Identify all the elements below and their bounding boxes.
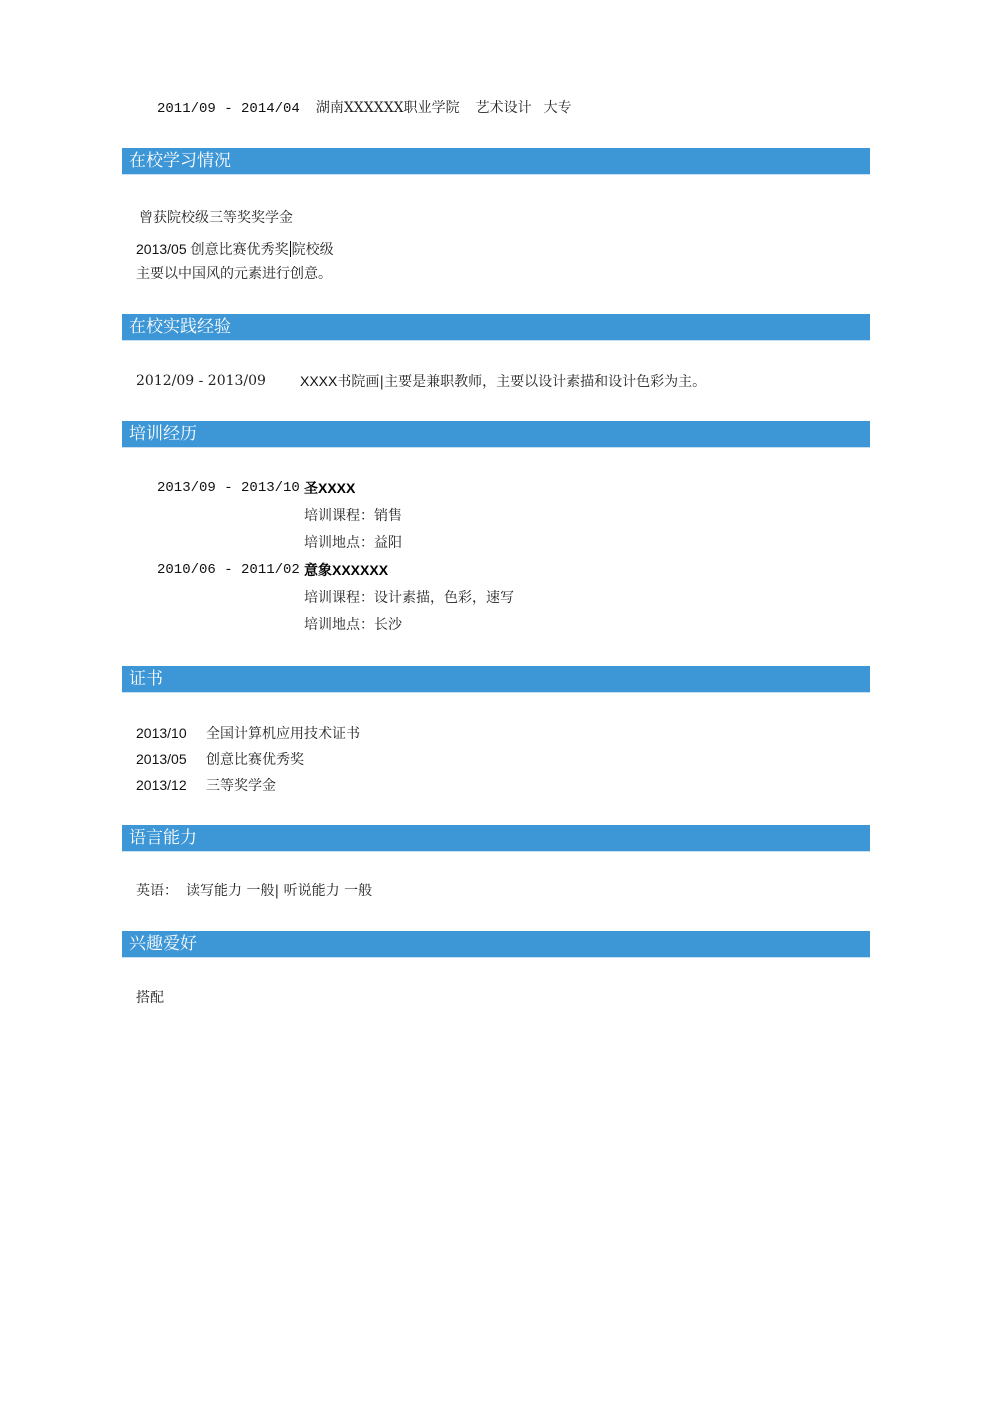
certificate-date: 2013/05 [136, 751, 187, 767]
section-language-title: 语言能力 [129, 828, 197, 848]
training-2-course: 培训课程：设计素描，色彩，速写 [304, 590, 514, 606]
practice-row [136, 372, 266, 390]
study-award-name: 创意比赛优秀奖 [190, 242, 289, 258]
training-1-place: 培训地点：益阳 [304, 535, 402, 551]
text-cursor [290, 241, 291, 257]
section-hobbies-title: 兴趣爱好 [129, 934, 197, 954]
study-award-date: 2013/05 [136, 241, 187, 257]
section-practice-title: 在校实践经验 [129, 317, 231, 337]
section-training-title: 培训经历 [129, 424, 197, 444]
certificate-row [136, 776, 276, 795]
training-1-course: 培训课程：销售 [304, 508, 402, 524]
education-period: 2011/09 - 2014/04 [157, 101, 300, 117]
section-study-header [122, 148, 870, 175]
certificate-row [136, 750, 304, 769]
section-hobbies-header [122, 931, 870, 958]
certificate-name: 全国计算机应用技术证书 [206, 726, 360, 742]
certificate-date: 2013/12 [136, 777, 187, 793]
certificate-date: 2013/10 [136, 725, 187, 741]
training-2-period: 2010/06 - 2011/02 [157, 562, 300, 578]
training-2-place: 培训地点：长沙 [304, 617, 402, 633]
education-major: 艺术设计 [475, 100, 532, 116]
section-certificates-title: 证书 [129, 669, 163, 689]
certificate-name: 创意比赛优秀奖 [206, 752, 304, 768]
section-training-header [122, 421, 870, 448]
practice-detail [300, 372, 706, 391]
education-degree: 大专 [543, 100, 572, 116]
study-award-level: 院校级 [291, 242, 334, 258]
section-practice-header [122, 314, 870, 341]
language-label: 英语： [136, 883, 178, 899]
section-study-title: 在校学习情况 [129, 151, 231, 171]
practice-org: XXXX [300, 373, 338, 389]
education-school: 湖南XXXXXX职业学院 [315, 100, 460, 116]
study-scholarship: 曾获院校级三等奖奖学金 [139, 210, 293, 226]
education-row [157, 99, 572, 118]
practice-description: 书院画|主要是兼职教师，主要以设计素描和设计色彩为主。 [337, 374, 707, 390]
training-1-name: 圣XXXX [304, 480, 356, 496]
training-1-period: 2013/09 - 2013/10 [157, 480, 300, 496]
study-description: 主要以中国风的元素进行创意。 [136, 266, 332, 282]
section-certificates-header [122, 666, 870, 693]
language-row [136, 882, 372, 900]
practice-period: 2012/09 - 2013/09 [136, 373, 266, 389]
hobbies-text: 搭配 [136, 990, 164, 1006]
training-2-name: 意象XXXXXX [304, 562, 389, 578]
section-language-header [122, 825, 870, 852]
certificate-row [136, 724, 360, 743]
certificate-name: 三等奖学金 [206, 778, 276, 794]
language-detail: 读写能力 一般| 听说能力 一般 [186, 883, 373, 899]
study-award-row [136, 240, 334, 259]
